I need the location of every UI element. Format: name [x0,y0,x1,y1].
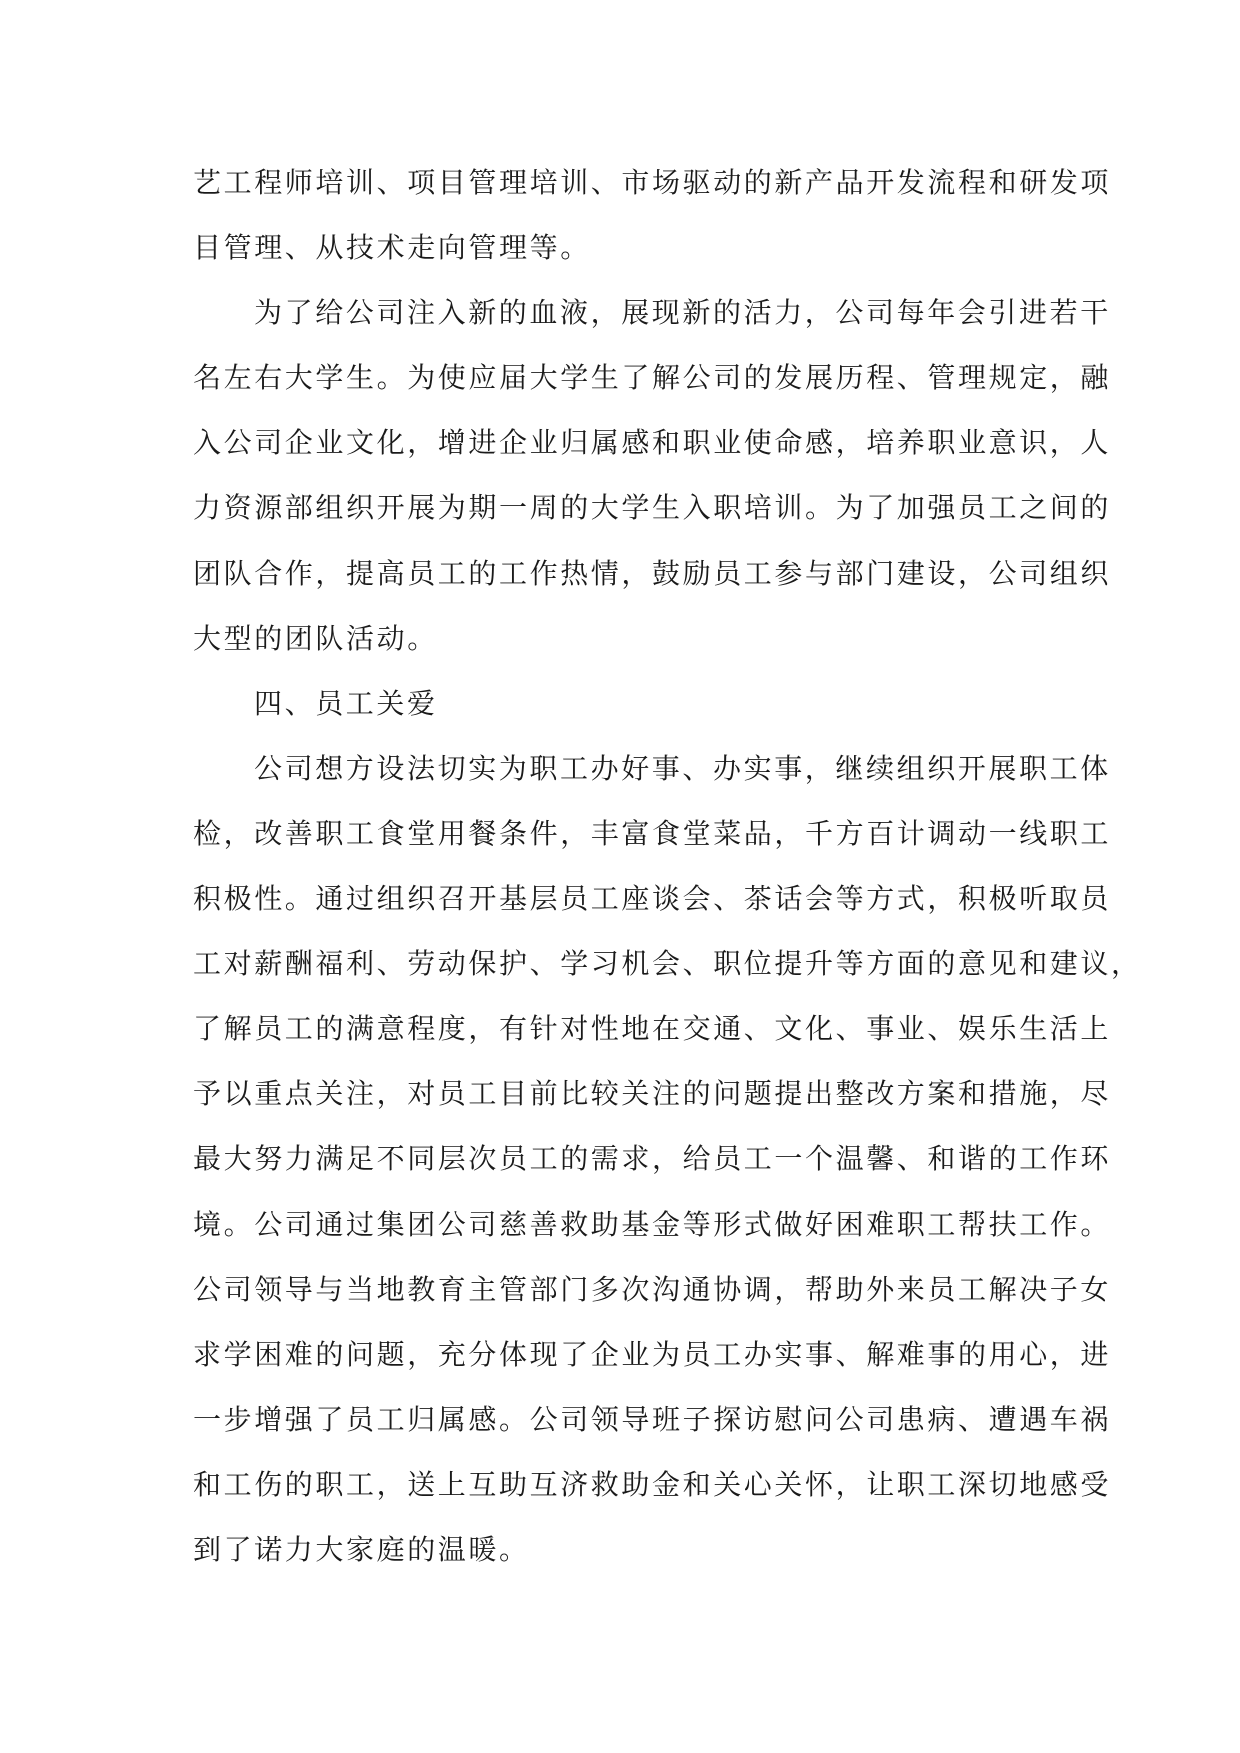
text-line: 公司想方设法切实为职工办好事、办实事，继续组织开展职工体 [254,751,1111,785]
text-line: 工对薪酬福利、劳动保护、学习机会、职位提升等方面的意见和建议， [193,947,1142,981]
text-line: 境。公司通过集团公司慈善救助基金等形式做好困难职工帮扶工作。 [193,1207,1112,1241]
text-line: 和工伤的职工，送上互助互济救助金和关心关怀，让职工深切地感受 [193,1467,1112,1501]
paragraph-new-graduates [193,280,1112,671]
text-line: 艺工程师培训、项目管理培训、市场驱动的新产品开发流程和研发项 [193,166,1112,199]
text-line: 名左右大学生。为使应届大学生了解公司的发展历程、管理规定，融 [193,361,1112,395]
text-line: 团队合作，提高员工的工作热情，鼓励员工参与部门建设，公司组织 [193,556,1112,590]
text-line: 了解员工的满意程度，有针对性地在交通、文化、事业、娱乐生活上 [193,1012,1112,1046]
text-line: 求学困难的问题，充分体现了企业为员工办实事、解难事的用心，进 [193,1337,1112,1371]
text-line: 积极性。通过组织召开基层员工座谈会、茶话会等方式，积极听取员 [193,882,1112,916]
document-page [193,150,1142,1582]
paragraph-training-continued [193,150,1112,280]
text-line: 大型的团队活动。 [193,621,438,655]
text-line: 检，改善职工食堂用餐条件，丰富食堂菜品，千方百计调动一线职工 [193,816,1112,850]
paragraph-employee-care [193,736,1142,1582]
section-heading [193,671,1053,736]
text-line: 力资源部组织开展为期一周的大学生入职培训。为了加强员工之间的 [193,491,1112,525]
text-line: 公司领导与当地教育主管部门多次沟通协调，帮助外来员工解决子女 [193,1272,1112,1306]
text-line: 最大努力满足不同层次员工的需求，给员工一个温馨、和谐的工作环 [193,1142,1112,1176]
text-line: 为了给公司注入新的血液，展现新的活力，公司每年会引进若干 [254,296,1111,330]
text-line: 一步增强了员工归属感。公司领导班子探访慰问公司患病、遭遇车祸 [193,1402,1112,1436]
text-line: 到了诺力大家庭的温暖。 [193,1532,530,1566]
text-line: 入公司企业文化，增进企业归属感和职业使命感，培养职业意识，人 [193,426,1112,460]
text-line: 予以重点关注，对员工目前比较关注的问题提出整改方案和措施，尽 [193,1077,1112,1111]
section-heading-text: 四、员工关爱 [254,686,438,720]
text-line: 目管理、从技术走向管理等。 [193,231,591,265]
